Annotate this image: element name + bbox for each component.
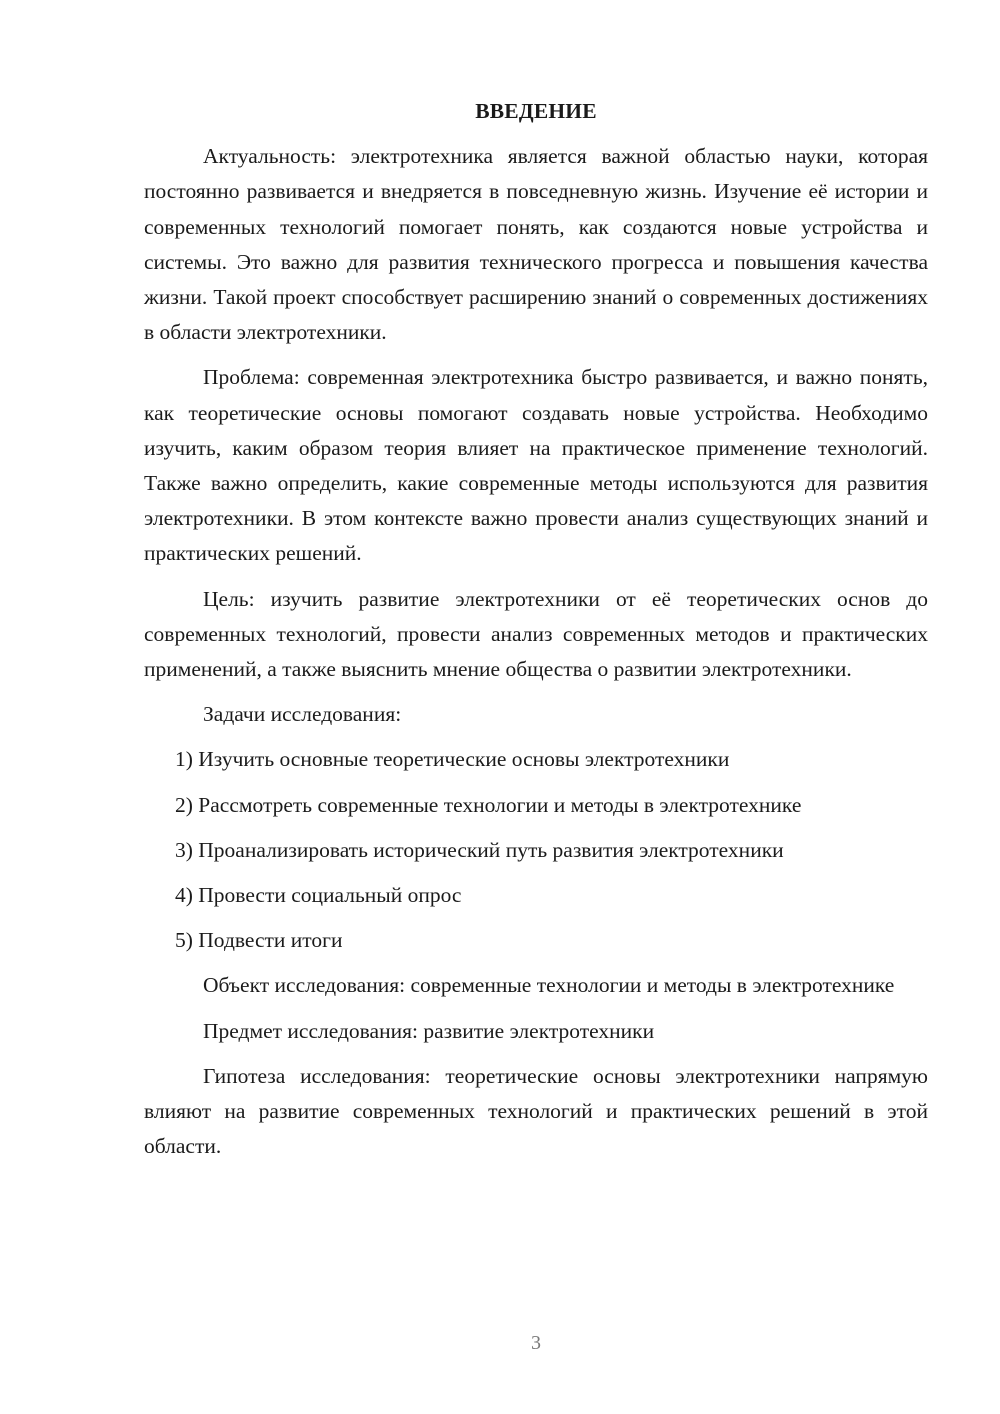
page-number: 3 bbox=[531, 1332, 541, 1354]
task-item: 1) Изучить основные теоретические основы электротехники bbox=[175, 747, 730, 772]
object-paragraph: Объект исследования: современные технологии и методы в электротехнике bbox=[203, 973, 895, 998]
tasks-heading: Задачи исследования: bbox=[203, 702, 402, 727]
hypothesis-paragraph: Гипотеза исследования: теоретические основы электротехники напрямую влияют на развитие современных технологий и практических решений в этой области. bbox=[144, 1063, 928, 1159]
section-title: ВВЕДЕНИЕ bbox=[475, 99, 597, 123]
task-item: 5) Подвести итоги bbox=[175, 928, 343, 953]
relevance-paragraph: Актуальность: электротехника является важной областью науки, которая постоянно развивается и внедряется в повседневную жизнь. Изучение её истории и современных технологий помогает понять, как создаются новые устройства и системы. Это важно для развития технического прогресса и повышения качества жизни. Такой проект способствует расширению знаний о современных достижениях в области электротехники. bbox=[144, 144, 928, 345]
goal-paragraph: Цель: изучить развитие электротехники от её теоретических основ до современных технологий, провести анализ современных методов и практических применений, а также выяснить мнение общества о развитии электротехники. bbox=[144, 586, 928, 682]
problem-paragraph: Проблема: современная электротехника быстро развивается, и важно понять, как теоретические основы помогают создавать новые устройства. Необходимо изучить, каким образом теория влияет на практическое применение технологий. Также важно определить, какие современные методы используются для развития электротехники. В этом контексте важно провести анализ существующих знаний и практических решений. bbox=[144, 365, 928, 566]
task-item: 2) Рассмотреть современные технологии и методы в электротехнике bbox=[175, 792, 802, 817]
subject-paragraph: Предмет исследования: развитие электротехники bbox=[203, 1018, 655, 1043]
task-item: 4) Провести социальный опрос bbox=[175, 883, 462, 908]
task-item: 3) Проанализировать исторический путь развития электротехники bbox=[175, 837, 784, 862]
page-content bbox=[144, 94, 928, 1174]
